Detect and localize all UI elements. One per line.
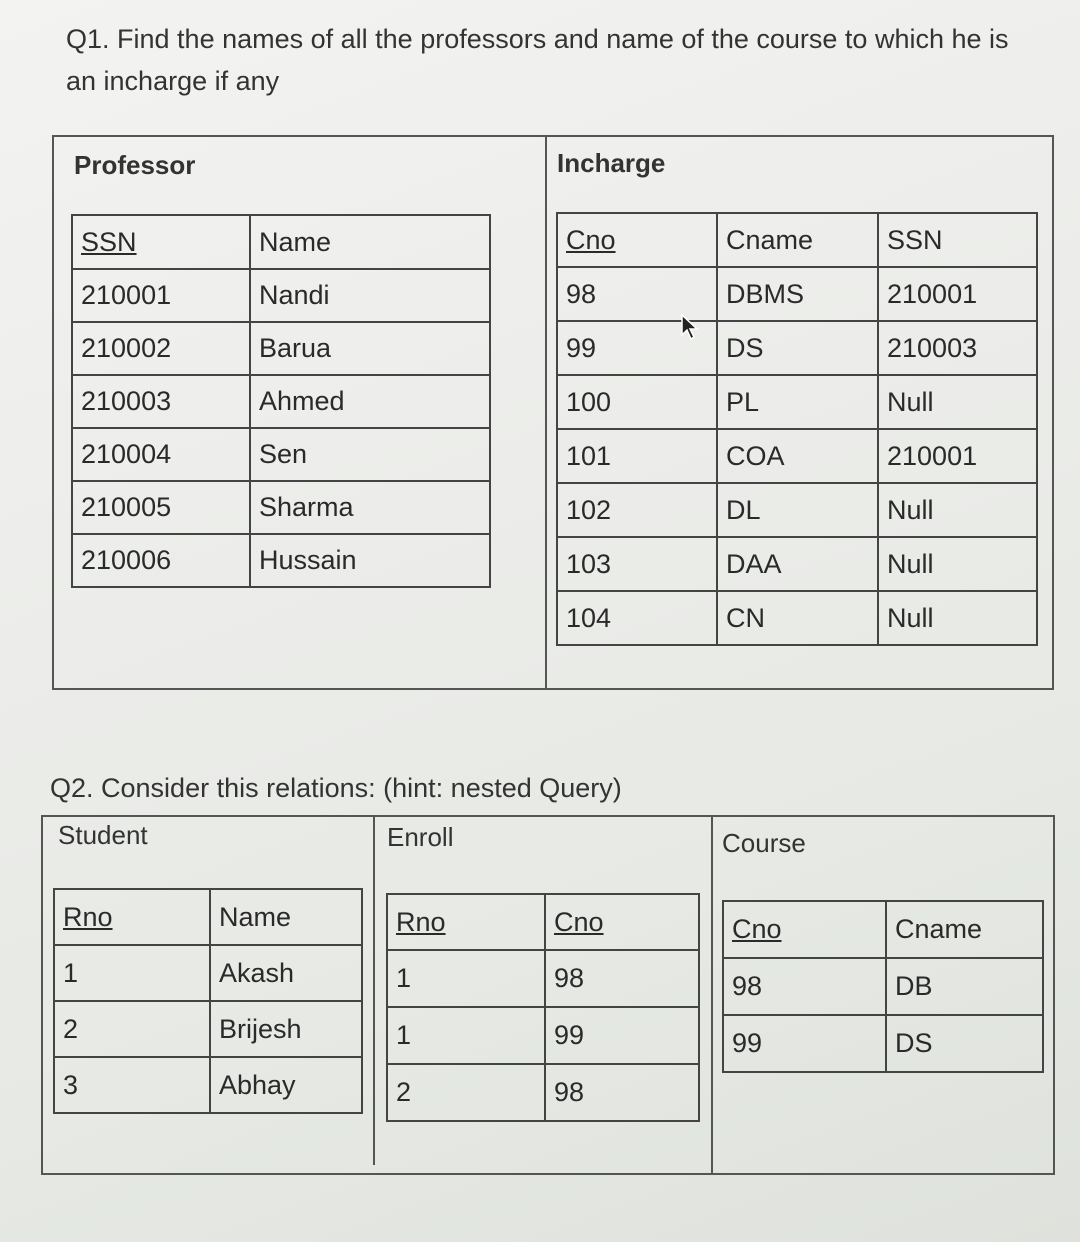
cell: 210003 bbox=[878, 321, 1037, 375]
cell: 3 bbox=[54, 1057, 210, 1113]
table-row bbox=[72, 481, 490, 534]
table-row bbox=[72, 534, 490, 587]
professor-caption: Professor bbox=[74, 150, 196, 180]
cell: DAA bbox=[717, 537, 878, 591]
column-header: Cno bbox=[557, 213, 717, 267]
cell: 100 bbox=[557, 375, 717, 429]
cell: 98 bbox=[723, 958, 886, 1015]
cell: Barua bbox=[250, 322, 490, 375]
cell: Nandi bbox=[250, 269, 490, 322]
cell: 210001 bbox=[72, 269, 250, 322]
table-row bbox=[387, 1007, 699, 1064]
student-caption: Student bbox=[58, 820, 148, 850]
incharge-table bbox=[556, 212, 1038, 646]
cell: 101 bbox=[557, 429, 717, 483]
column-header: Rno bbox=[387, 894, 545, 950]
cell: 2 bbox=[387, 1064, 545, 1121]
cell: 99 bbox=[557, 321, 717, 375]
cell: 210001 bbox=[878, 267, 1037, 321]
cell: 99 bbox=[545, 1007, 699, 1064]
cell: 1 bbox=[54, 945, 210, 1001]
cell: 210001 bbox=[878, 429, 1037, 483]
column-header: Rno bbox=[54, 889, 210, 945]
table-row bbox=[72, 428, 490, 481]
cell: DBMS bbox=[717, 267, 878, 321]
cell: Null bbox=[878, 537, 1037, 591]
column-header: SSN bbox=[72, 215, 250, 269]
table-row bbox=[557, 537, 1037, 591]
cell: Sharma bbox=[250, 481, 490, 534]
table-row bbox=[557, 483, 1037, 537]
table-row bbox=[72, 375, 490, 428]
cell: COA bbox=[717, 429, 878, 483]
cell: DB bbox=[886, 958, 1043, 1015]
q1-divider bbox=[545, 135, 547, 690]
table-row bbox=[72, 269, 490, 322]
column-header: Cname bbox=[886, 901, 1043, 958]
cell: Ahmed bbox=[250, 375, 490, 428]
enroll-caption: Enroll bbox=[387, 822, 454, 852]
table-row bbox=[723, 958, 1043, 1015]
cell: DL bbox=[717, 483, 878, 537]
cell: 210004 bbox=[72, 428, 250, 481]
incharge-caption: Incharge bbox=[557, 148, 666, 178]
table-row bbox=[557, 591, 1037, 645]
q2-divider-1 bbox=[373, 815, 375, 1165]
column-header: Cno bbox=[723, 901, 886, 958]
table-row bbox=[557, 375, 1037, 429]
table-row bbox=[723, 1015, 1043, 1072]
cell: DS bbox=[717, 321, 878, 375]
professor-table bbox=[71, 214, 491, 588]
table-row bbox=[387, 950, 699, 1007]
column-header: Cname bbox=[717, 213, 878, 267]
cell: 98 bbox=[557, 267, 717, 321]
cell: 104 bbox=[557, 591, 717, 645]
table-row bbox=[54, 1001, 362, 1057]
column-header: Cno bbox=[545, 894, 699, 950]
student-table bbox=[53, 888, 363, 1114]
cell: Null bbox=[878, 375, 1037, 429]
table-row bbox=[557, 429, 1037, 483]
cell: Akash bbox=[210, 945, 362, 1001]
table-row bbox=[54, 945, 362, 1001]
cell: Null bbox=[878, 591, 1037, 645]
cell: CN bbox=[717, 591, 878, 645]
table-row bbox=[72, 322, 490, 375]
table-row bbox=[557, 321, 1037, 375]
course-caption: Course bbox=[722, 828, 806, 858]
enroll-table bbox=[386, 893, 700, 1122]
column-header: Name bbox=[210, 889, 362, 945]
cell: PL bbox=[717, 375, 878, 429]
cell: 1 bbox=[387, 1007, 545, 1064]
cell: Brijesh bbox=[210, 1001, 362, 1057]
cell: 98 bbox=[545, 1064, 699, 1121]
cell: 2 bbox=[54, 1001, 210, 1057]
cell: Abhay bbox=[210, 1057, 362, 1113]
cell: 210005 bbox=[72, 481, 250, 534]
cell: 103 bbox=[557, 537, 717, 591]
table-row bbox=[54, 1057, 362, 1113]
table-row bbox=[387, 1064, 699, 1121]
cell: Null bbox=[878, 483, 1037, 537]
course-table bbox=[722, 900, 1044, 1073]
question-2: Q2. Consider this relations: (hint: nested Query) bbox=[50, 773, 622, 803]
cell: Hussain bbox=[250, 534, 490, 587]
column-header: Name bbox=[250, 215, 490, 269]
column-header: SSN bbox=[878, 213, 1037, 267]
question-1: Q1. Find the names of all the professors and name of the course to which he is an incharge if any bbox=[66, 24, 1009, 96]
cell: Sen bbox=[250, 428, 490, 481]
cell: 99 bbox=[723, 1015, 886, 1072]
cell: 1 bbox=[387, 950, 545, 1007]
cell: 210006 bbox=[72, 534, 250, 587]
cell: DS bbox=[886, 1015, 1043, 1072]
q2-divider-2 bbox=[711, 815, 713, 1175]
cell: 102 bbox=[557, 483, 717, 537]
mouse-cursor-icon bbox=[680, 313, 700, 341]
cell: 98 bbox=[545, 950, 699, 1007]
table-row bbox=[557, 267, 1037, 321]
cell: 210003 bbox=[72, 375, 250, 428]
cell: 210002 bbox=[72, 322, 250, 375]
